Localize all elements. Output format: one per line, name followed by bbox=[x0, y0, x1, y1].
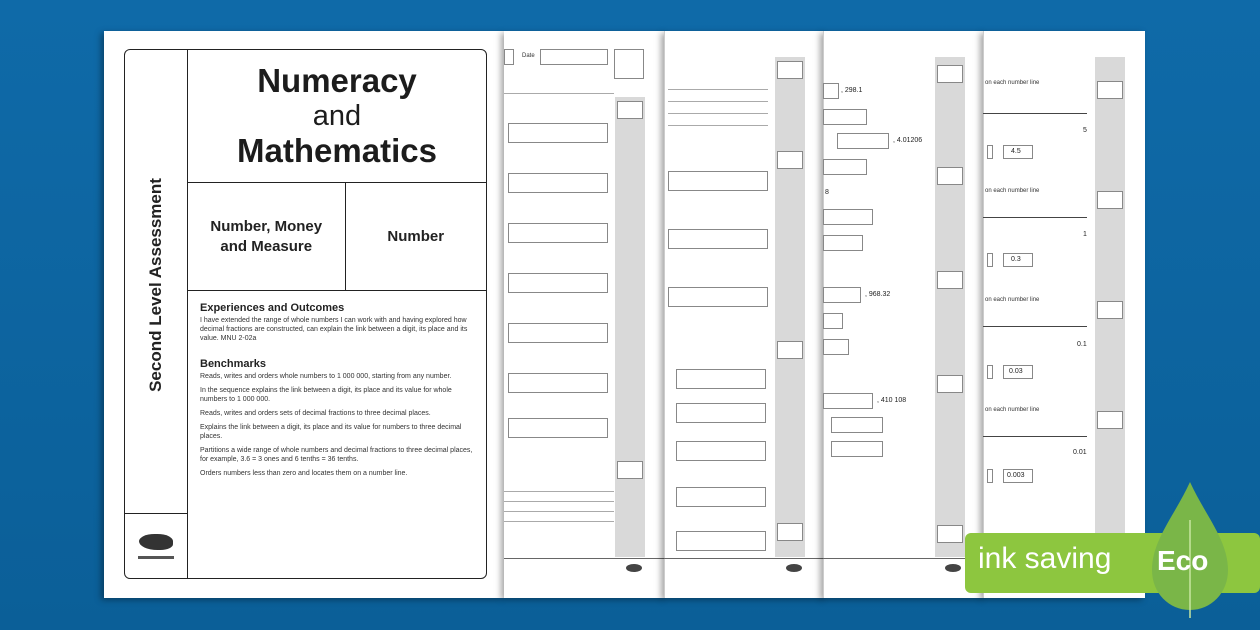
answer-box bbox=[508, 373, 608, 393]
mark-box bbox=[777, 61, 803, 79]
answer-box bbox=[676, 403, 766, 423]
scale-label: 5 bbox=[1083, 127, 1087, 134]
mark-box bbox=[617, 101, 643, 119]
mark-box bbox=[777, 341, 803, 359]
answer-box bbox=[823, 209, 873, 225]
answer-box bbox=[987, 365, 993, 379]
answer-box bbox=[987, 469, 993, 483]
answer-box bbox=[668, 229, 768, 249]
page-edge bbox=[664, 31, 665, 598]
footer-rule bbox=[664, 558, 824, 559]
number-line bbox=[983, 113, 1087, 114]
title-line-2: and bbox=[312, 100, 362, 132]
number-line bbox=[983, 436, 1087, 437]
answer-box bbox=[823, 83, 839, 99]
topic-right: Number bbox=[387, 227, 445, 245]
side-strip bbox=[125, 50, 188, 578]
footer-logo-icon bbox=[626, 564, 642, 572]
rule-line bbox=[504, 491, 614, 492]
value-label: , 410 108 bbox=[877, 397, 907, 404]
answer-box bbox=[987, 253, 993, 267]
number-line-prompt: on each number line bbox=[985, 297, 1040, 303]
rule-line bbox=[668, 101, 768, 102]
cover-content bbox=[200, 302, 476, 483]
value-label: , 4.01206 bbox=[893, 137, 923, 144]
scale-label: 0.01 bbox=[1073, 449, 1087, 456]
topic-row bbox=[188, 183, 486, 291]
worksheet-page-4 bbox=[823, 31, 985, 598]
answer-box bbox=[676, 487, 766, 507]
rule-line bbox=[504, 511, 614, 512]
marks-column bbox=[1095, 57, 1125, 557]
mark-box bbox=[937, 271, 963, 289]
rule-line bbox=[668, 89, 768, 90]
number-line-prompt: on each number line bbox=[985, 407, 1040, 413]
answer-box bbox=[676, 369, 766, 389]
section-para: I have extended the range of whole numbers I can work with and having explored how decimal fractions are constructed, can explain the link between a digit, its place and its value. MNU 2-02a bbox=[200, 317, 468, 342]
answer-box bbox=[831, 441, 883, 457]
number-line bbox=[983, 217, 1087, 218]
title-box bbox=[188, 50, 486, 183]
mark-box bbox=[1097, 81, 1123, 99]
score-box bbox=[614, 49, 644, 79]
twinkl-logo-icon bbox=[139, 534, 173, 550]
number-line bbox=[983, 326, 1087, 327]
title-line-3: Mathematics bbox=[237, 132, 437, 169]
answer-box bbox=[668, 171, 768, 191]
answer-box bbox=[823, 339, 849, 355]
section-heading: Experiences and Outcomes bbox=[200, 302, 345, 314]
eco-label: Eco bbox=[1157, 545, 1209, 576]
cover-sheet bbox=[104, 31, 504, 598]
answer-box bbox=[823, 109, 867, 125]
badge-text: ink saving bbox=[978, 542, 1112, 575]
mark-box bbox=[1097, 301, 1123, 319]
answer-box bbox=[837, 133, 889, 149]
marks-column bbox=[615, 97, 645, 557]
marks-column bbox=[775, 57, 805, 557]
footer-logo-icon bbox=[945, 564, 961, 572]
mark-box bbox=[1097, 191, 1123, 209]
mark-box bbox=[937, 375, 963, 393]
answer-box bbox=[823, 159, 867, 175]
answer-box bbox=[508, 123, 608, 143]
footer-rule bbox=[504, 558, 664, 559]
section-para: Partitions a wide range of whole numbers and decimal fractions to three decimal places, for example, 3.6 = 3 ones and 6 tenths = 36 tenths. bbox=[200, 447, 473, 463]
section-para: Explains the link between a digit, its place and its value for numbers to three decimal places. bbox=[200, 424, 462, 440]
answer-box bbox=[508, 223, 608, 243]
mark-box bbox=[617, 461, 643, 479]
rule-line bbox=[504, 501, 614, 502]
footer-rule bbox=[823, 558, 983, 559]
answer-box bbox=[676, 441, 766, 461]
mark-box bbox=[937, 167, 963, 185]
section-para: Reads, writes and orders sets of decimal fractions to three decimal places. bbox=[200, 410, 431, 417]
answer-box bbox=[831, 417, 883, 433]
side-title: Second Level Assessment bbox=[146, 178, 165, 392]
value-label: 0.03 bbox=[1009, 368, 1023, 375]
date-box bbox=[540, 49, 608, 65]
answer-box bbox=[987, 145, 993, 159]
answer-box bbox=[823, 235, 863, 251]
section-heading: Benchmarks bbox=[200, 358, 267, 370]
mark-box bbox=[777, 151, 803, 169]
value-label: 4.5 bbox=[1011, 148, 1021, 155]
mark-box bbox=[1097, 411, 1123, 429]
worksheet-page-3 bbox=[664, 31, 826, 598]
number-line-prompt: on each number line bbox=[985, 80, 1040, 86]
scale-label: 0.1 bbox=[1077, 341, 1087, 348]
scale-label: 1 bbox=[1083, 231, 1087, 238]
answer-box bbox=[508, 273, 608, 293]
section-para: Orders numbers less than zero and locates them on a number line. bbox=[200, 470, 408, 477]
answer-box bbox=[676, 531, 766, 551]
mark-box bbox=[777, 523, 803, 541]
rule-line bbox=[504, 93, 614, 94]
answer-box bbox=[823, 287, 861, 303]
value-label: 8 bbox=[825, 189, 829, 196]
section-para: In the sequence explains the link between a digit, its place and its value for whole numbers to 1 000 000. bbox=[200, 387, 452, 403]
mark-box bbox=[937, 525, 963, 543]
date-label: Date bbox=[522, 53, 535, 59]
title-line-1: Numeracy bbox=[257, 62, 417, 99]
rule-line bbox=[668, 125, 768, 126]
rule-line bbox=[668, 113, 768, 114]
number-line-prompt: on each number line bbox=[985, 188, 1040, 194]
worksheet-page-5 bbox=[983, 31, 1145, 598]
answer-box bbox=[508, 323, 608, 343]
answer-box bbox=[823, 313, 843, 329]
logo-underline bbox=[138, 556, 174, 559]
value-label: , 968.32 bbox=[865, 291, 891, 298]
logo-box bbox=[125, 513, 188, 578]
answer-box bbox=[508, 418, 608, 438]
name-box bbox=[504, 49, 514, 65]
answer-box bbox=[823, 393, 873, 409]
mark-box bbox=[937, 65, 963, 83]
value-label: 0.003 bbox=[1007, 472, 1025, 479]
marks-column bbox=[935, 57, 965, 557]
value-label: 0.3 bbox=[1011, 256, 1021, 263]
cover-frame bbox=[124, 49, 487, 579]
topic-left: Number, Money and Measure bbox=[188, 183, 346, 290]
page-edge bbox=[983, 31, 984, 598]
answer-box bbox=[508, 173, 608, 193]
answer-box bbox=[668, 287, 768, 307]
rule-line bbox=[504, 521, 614, 522]
section-para: Reads, writes and orders whole numbers to 1 000 000, starting from any number. bbox=[200, 373, 452, 380]
footer-logo-icon bbox=[786, 564, 802, 572]
value-label: , 298.1 bbox=[841, 87, 863, 94]
worksheet-page-2 bbox=[504, 31, 666, 598]
